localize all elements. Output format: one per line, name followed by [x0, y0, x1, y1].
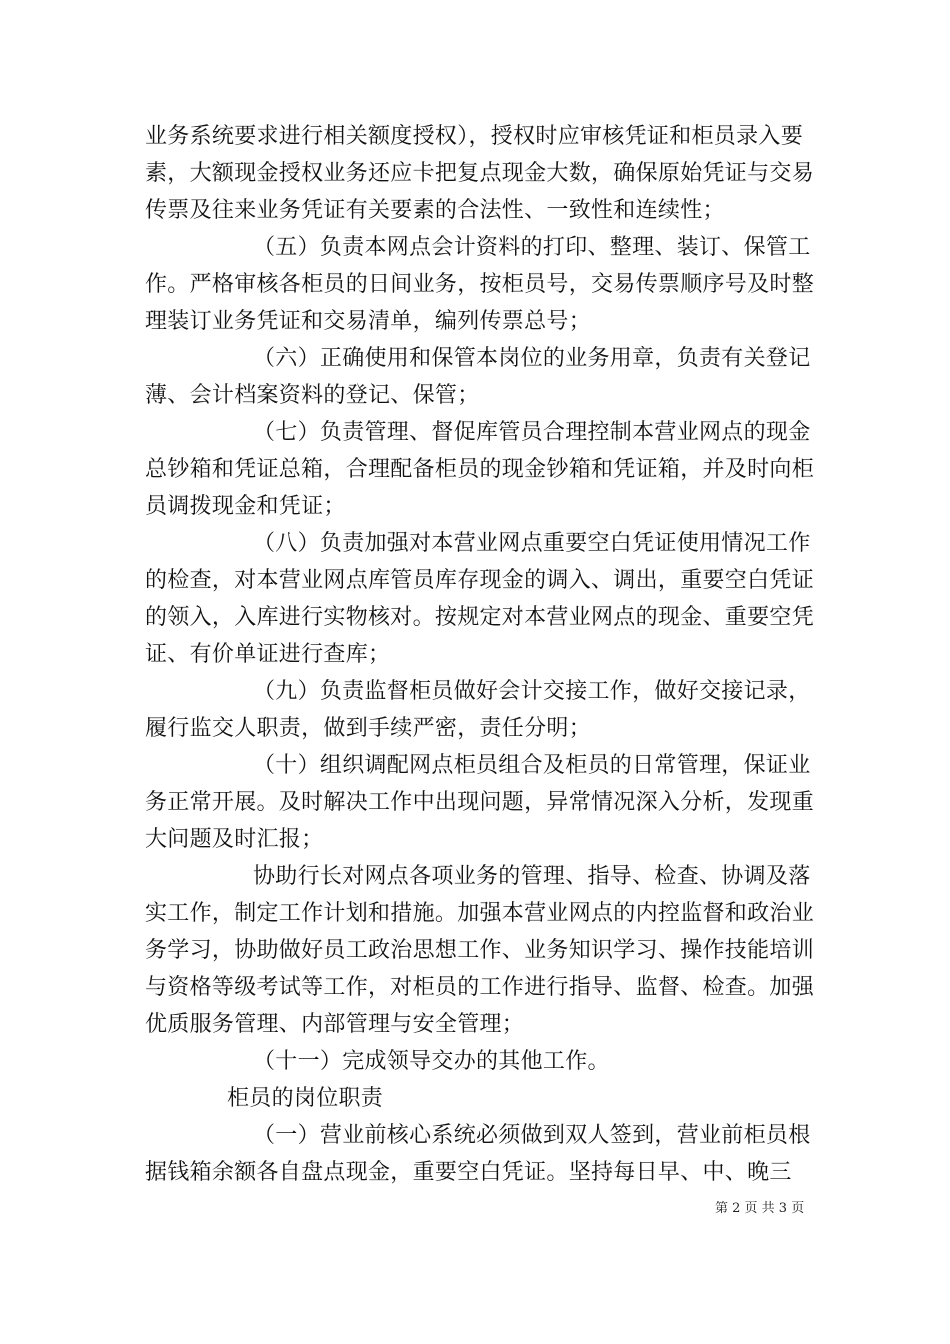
- paragraph-teller-item-1: （一）营业前核心系统必须做到双人签到，营业前柜员根据钱箱余额各自盘点现金，重要空白凭证。坚持每日早、中、晚三: [145, 1123, 811, 1185]
- paragraph-assist-president: 协助行长对网点各项业务的管理、指导、检查、协调及落实工作，制定工作计划和措施。加强本营业网点的内控监督和政治业务学习，协助做好员工政治思想工作、业务知识学习、操作技能培训与资格等级考试等工作，对柜员的工作进行指导、监督、检查。加强优质服务管理、内部管理与安全管理；: [145, 864, 815, 1037]
- paragraph-item-11: （十一）完成领导交办的其他工作。: [253, 1049, 610, 1074]
- paragraph-item-6: （六）正确使用和保管本岗位的业务用章，负责有关登记薄、会计档案资料的登记、保管；: [145, 346, 811, 408]
- page-number-footer: 第 2 页 共 3 页: [715, 1201, 805, 1216]
- paragraph-item-9: （九）负责监督柜员做好会计交接工作，做好交接记录，履行监交人职责，做到手续严密，责任分明；: [145, 679, 811, 741]
- section-heading-teller-duties: 柜员的岗位职责: [227, 1086, 384, 1111]
- paragraph-item-5: （五）负责本网点会计资料的打印、整理、装订、保管工作。严格审核各柜员的日间业务，按柜员号，交易传票顺序号及时整理装订业务凭证和交易清单，编列传票总号；: [145, 235, 815, 334]
- paragraph-item-7: （七）负责管理、督促库管员合理控制本营业网点的现金总钞箱和凭证总箱，合理配备柜员的现金钞箱和凭证箱，并及时向柜员调拨现金和凭证；: [145, 420, 815, 519]
- paragraph-item-8: （八）负责加强对本营业网点重要空白凭证使用情况工作的检查，对本营业网点库管员库存现金的调入、调出，重要空白凭证的领入，入库进行实物核对。按规定对本营业网点的现金、重要空凭证、有价单证进行查库；: [145, 531, 815, 667]
- paragraph-continuation: 业务系统要求进行相关额度授权），授权时应审核凭证和柜员录入要素，大额现金授权业务还应卡把复点现金大数，确保原始凭证与交易传票及往来业务凭证有关要素的合法性、一致性和连续性；: [145, 124, 815, 223]
- paragraph-item-10: （十）组织调配网点柜员组合及柜员的日常管理，保证业务正常开展。及时解决工作中出现问题，异常情况深入分析，发现重大问题及时汇报；: [145, 753, 815, 852]
